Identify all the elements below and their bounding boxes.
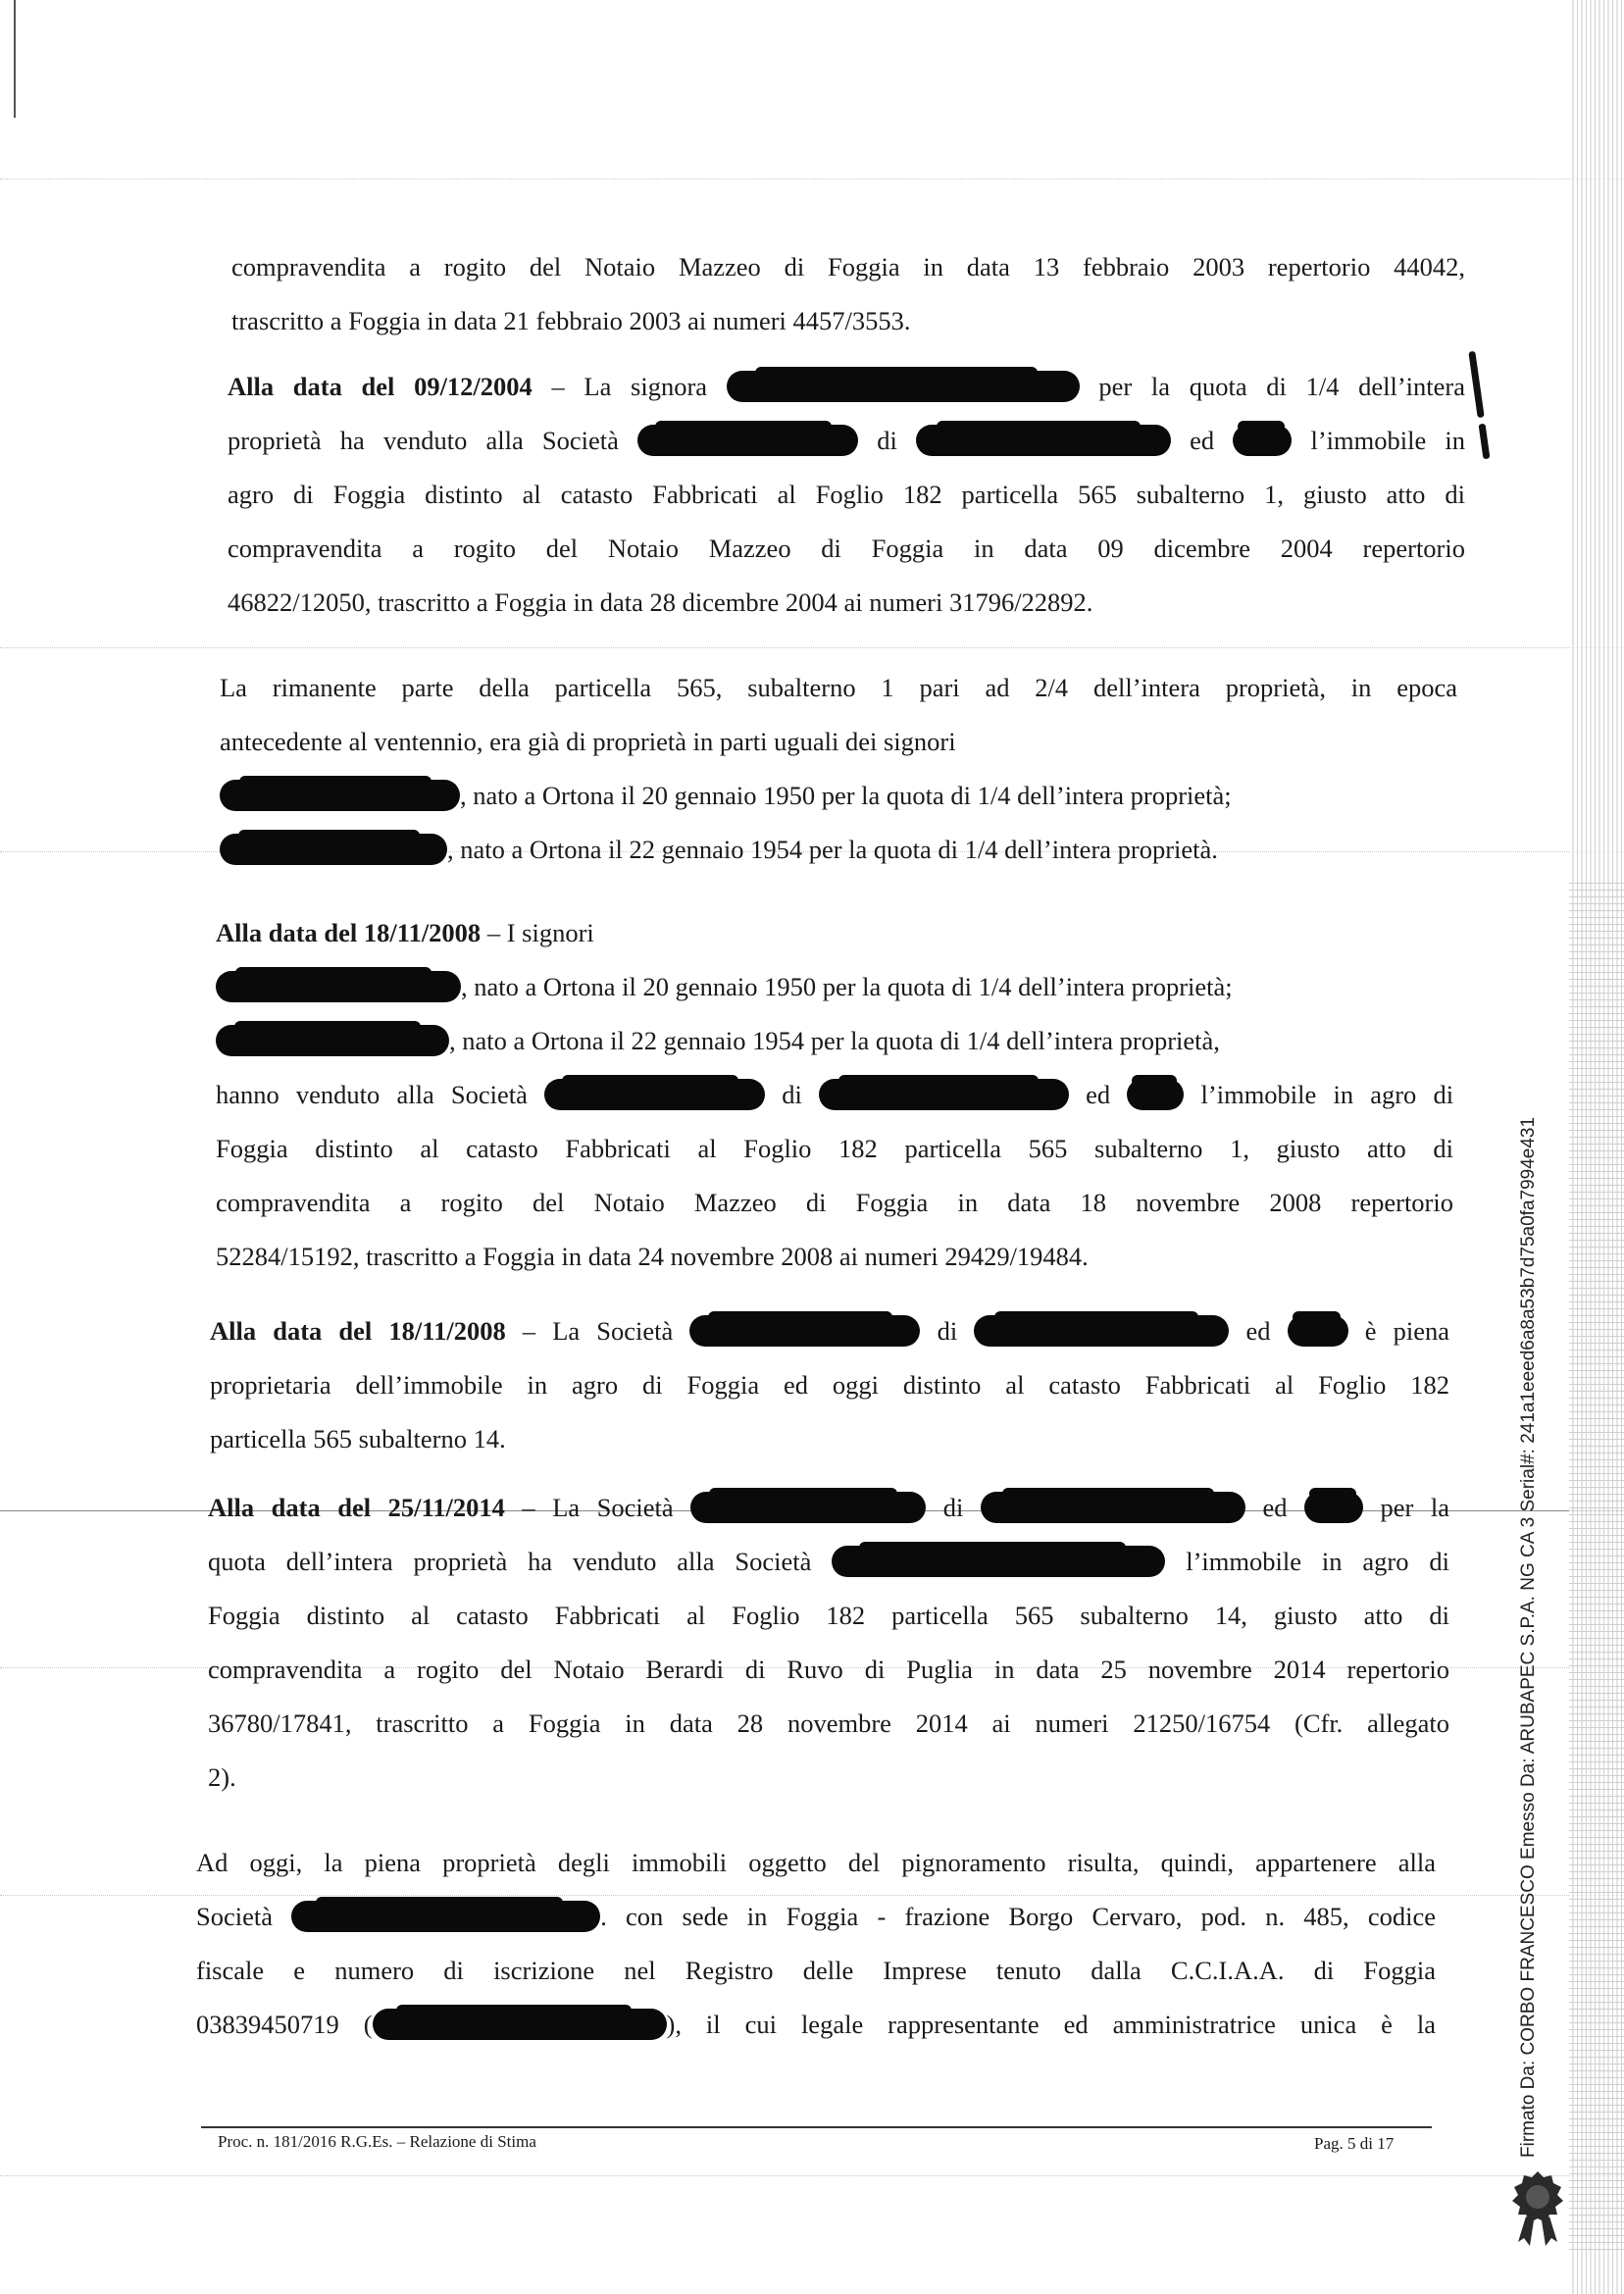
redaction [216, 1025, 449, 1056]
text-line: 36780/17841, trascritto a Foggia in data 28 novembre 2014 ai numeri 21250/16754 (Cfr. allegato [208, 1708, 1449, 1738]
paragraph-2 [228, 360, 1465, 630]
text-line: trascritto a Foggia in data 21 febbraio 2003 ai numeri 4457/3553. [231, 306, 911, 335]
pen-mark [1479, 424, 1491, 460]
text-fragment: di [942, 1493, 964, 1522]
redaction [819, 1079, 1069, 1110]
text-line: 2). [208, 1762, 236, 1792]
paragraph-3 [220, 661, 1457, 877]
redaction [690, 1492, 926, 1523]
text-fragment: è piena [1364, 1316, 1450, 1346]
footer-proc: Proc. n. 181/2016 R.G.Es. – Relazione di Stima [218, 2132, 536, 2151]
footer-page-number: Pag. 5 di 17 [1314, 2134, 1395, 2153]
text-line [216, 1068, 1453, 1122]
text-fragment: ed [1262, 1493, 1288, 1522]
text-line: compravendita a rogito del Notaio Mazzeo di Foggia in data 18 novembre 2008 repertorio [216, 1188, 1453, 1217]
text-line: compravendita a rogito del Notaio Berardi di Ruvo di Puglia in data 25 novembre 2014 repertorio [208, 1655, 1449, 1684]
scan-edge [14, 0, 16, 118]
text-line [216, 1014, 1453, 1068]
text-fragment: l’immobile in agro di [1200, 1080, 1454, 1109]
text-fragment: proprietà ha venduto alla Società [228, 426, 619, 455]
text-fragment: , nato a Ortona il 20 gennaio 1950 per la quota di 1/4 dell’intera proprietà; [461, 972, 1233, 1001]
text-line [228, 414, 1465, 468]
redaction [1233, 425, 1292, 456]
text-fragment: hanno venduto alla Società [216, 1080, 528, 1109]
text-fragment: ed [1086, 1080, 1111, 1109]
barcode-ticks [1569, 883, 1624, 2256]
redaction [220, 834, 447, 865]
footer-rule [201, 2126, 1432, 2128]
text-line [196, 1890, 1436, 1944]
scan-line [0, 647, 1624, 648]
date-heading: Alla data del 18/11/2008 [216, 918, 482, 947]
text-line: fiscale e numero di iscrizione nel Registro delle Imprese tenuto dalla C.C.I.A.A. di Foggia [196, 1956, 1436, 1985]
text-line: Foggia distinto al catasto Fabbricati al Foglio 182 particella 565 subalterno 14, giusto atto di [208, 1601, 1449, 1630]
text-fragment: – I signori [481, 918, 594, 947]
text-line [196, 1998, 1436, 2052]
text-fragment: – La signora [532, 372, 708, 401]
text-line [208, 1535, 1449, 1589]
text-line: agro di Foggia distinto al catasto Fabbricati al Foglio 182 particella 565 subalterno 1, giusto atto di [228, 480, 1465, 509]
scan-line [0, 2175, 1624, 2176]
text-line: Foggia distinto al catasto Fabbricati al Foglio 182 particella 565 subalterno 1, giusto atto di [216, 1134, 1453, 1163]
date-heading: Alla data del 25/11/2014 [208, 1493, 505, 1522]
text-fragment: , nato a Ortona il 22 gennaio 1954 per la quota di 1/4 dell’intera proprietà, [449, 1026, 1220, 1055]
seal-icon [1508, 2169, 1567, 2248]
text-fragment: , nato a Ortona il 22 gennaio 1954 per la quota di 1/4 dell’intera proprietà. [447, 835, 1218, 864]
redaction [637, 425, 858, 456]
redaction [373, 2009, 667, 2040]
text-line [228, 360, 1465, 414]
text-fragment: ed [1245, 1316, 1271, 1346]
text-line: compravendita a rogito del Notaio Mazzeo di Foggia in data 13 febbraio 2003 repertorio 44042, [231, 252, 1465, 281]
text-line [208, 1481, 1449, 1535]
text-fragment: di [937, 1316, 958, 1346]
text-line: proprietaria dell’immobile in agro di Foggia ed oggi distinto al catasto Fabbricati al Foglio 182 [210, 1370, 1449, 1400]
paragraph-5 [210, 1304, 1449, 1466]
redaction [974, 1315, 1229, 1347]
date-heading: Alla data del 09/12/2004 [228, 372, 533, 401]
text-fragment: . con sede in Foggia - frazione Borgo Cervaro, pod. n. 485, codice [600, 1902, 1437, 1931]
paragraph-7 [196, 1836, 1436, 2052]
text-line [210, 1304, 1449, 1358]
redaction [1127, 1079, 1184, 1110]
text-line [220, 769, 1457, 823]
text-fragment: , nato a Ortona il 20 gennaio 1950 per la quota di 1/4 dell’intera proprietà; [460, 781, 1232, 810]
text-fragment: l’immobile in agro di [1186, 1547, 1450, 1576]
redaction [832, 1546, 1165, 1577]
paragraph-6 [208, 1481, 1449, 1805]
text-line: particella 565 subalterno 14. [210, 1424, 506, 1453]
paragraph-4 [216, 906, 1453, 1284]
redaction [1304, 1492, 1363, 1523]
text-fragment: per la quota di 1/4 dell’intera [1098, 372, 1466, 401]
text-line: Ad oggi, la piena proprietà degli immobili oggetto del pignoramento risulta, quindi, appartenere alla [196, 1848, 1436, 1877]
text-fragment: di [782, 1080, 802, 1109]
text-fragment: di [877, 426, 897, 455]
text-line [220, 823, 1457, 877]
text-fragment: Società [196, 1902, 273, 1931]
signature-stamp: Firmato Da: CORBO FRANCESCO Emesso Da: ARUBAPEC S.P.A. NG CA 3 Serial#: 241a1eeed6a8a53b7d75a0fa7994e431 [1518, 1116, 1539, 2158]
text-line [216, 906, 1453, 960]
text-line: 52284/15192, trascritto a Foggia in data 24 novembre 2008 ai numeri 29429/19484. [216, 1242, 1089, 1271]
redaction [981, 1492, 1245, 1523]
text-line [216, 960, 1453, 1014]
text-line: compravendita a rogito del Notaio Mazzeo di Foggia in data 09 dicembre 2004 repertorio [228, 534, 1465, 563]
text-fragment: – La Società [504, 1493, 674, 1522]
redaction [216, 971, 461, 1002]
text-fragment: – La Società [505, 1316, 674, 1346]
paragraph-1 [231, 240, 1465, 348]
redaction [916, 425, 1171, 456]
scan-line [0, 178, 1624, 179]
text-fragment: 03839450719 ( [196, 2010, 373, 2039]
text-fragment: ), il cui legale rappresentante ed amministratrice unica è la [666, 2010, 1436, 2039]
redaction [1288, 1315, 1348, 1347]
redaction [291, 1901, 600, 1932]
redaction [544, 1079, 765, 1110]
redaction [220, 780, 460, 811]
text-fragment: l’immobile in [1310, 426, 1466, 455]
text-line: 46822/12050, trascritto a Foggia in data 28 dicembre 2004 ai numeri 31796/22892. [228, 587, 1093, 617]
text-fragment: quota dell’intera proprietà ha venduto alla Società [208, 1547, 812, 1576]
text-fragment: per la [1380, 1493, 1450, 1522]
pen-mark [1468, 351, 1484, 418]
text-fragment: ed [1190, 426, 1215, 455]
text-line: La rimanente parte della particella 565, subalterno 1 pari ad 2/4 dell’intera proprietà, in epoca [220, 673, 1457, 702]
redaction [689, 1315, 920, 1347]
date-heading: Alla data del 18/11/2008 [210, 1316, 506, 1346]
text-line: antecedente al ventennio, era già di proprietà in parti uguali dei signori [220, 727, 956, 756]
redaction [727, 371, 1080, 402]
